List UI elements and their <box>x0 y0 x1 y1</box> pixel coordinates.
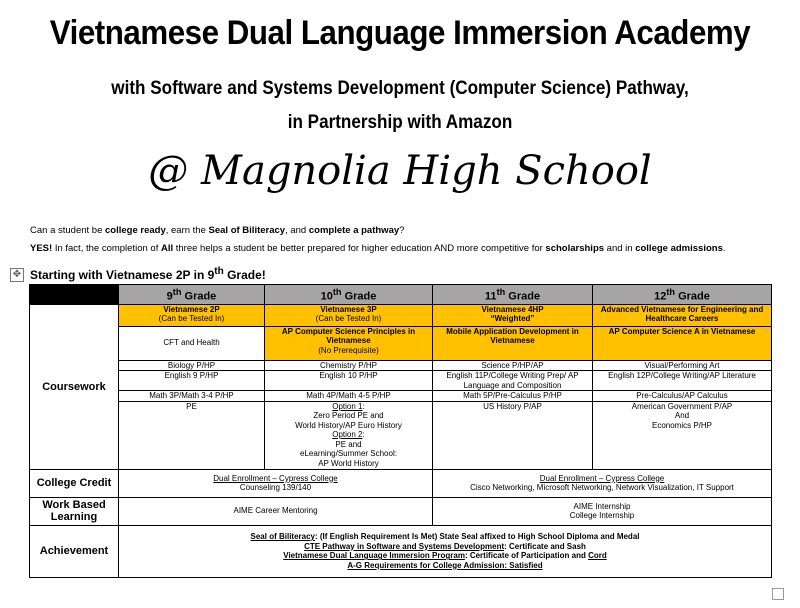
g12-cs-cell: AP Computer Science A in Vietnamese <box>593 326 772 360</box>
achievement-label: Achievement <box>30 525 119 577</box>
science-row <box>30 360 772 371</box>
achievement-row <box>30 525 772 577</box>
g12-english-cell: English 12P/College Writing/AP Literature <box>593 371 772 391</box>
g11-math-cell: Math 5P/Pre-Calculus P/HP <box>433 391 593 402</box>
grade-9-header: 9th Grade <box>119 285 265 305</box>
g10-math-cell: Math 4P/Math 4-5 P/HP <box>265 391 433 402</box>
coursework-label: Coursework <box>30 304 119 469</box>
page-subtitle: with Software and Systems Development (Computer Science) Pathway, <box>111 78 689 99</box>
g12-math-cell: Pre-Calculus/AP Calculus <box>593 391 772 402</box>
g10-language-cell: Vietnamese 3P (Can be Tested In) <box>265 304 433 326</box>
g11-science-cell: Science P/HP/AP <box>433 360 593 371</box>
social-row <box>30 401 772 469</box>
table-resize-handle[interactable] <box>772 588 784 600</box>
achievement-cell: Seal of Biliteracy: (If English Requirement Is Met) State Seal affixed to High School Diploma and Medal CTE Pathway in Software and Systems Development: Certificate and Sash Vietnamese Dual Language Immersion Program: Certificate of Participation and Cord A-G Requirements for College Admission: Satisfied <box>119 525 772 577</box>
work-based-label: Work Based Learning <box>30 497 119 525</box>
credit-right-cell: Dual Enrollment – Cypress College Cisco Networking, Microsoft Networking, Network Visualization, IT Support <box>433 469 772 497</box>
pathway-table <box>29 284 772 578</box>
start-heading: Starting with Vietnamese 2P in 9th Grade! <box>30 266 266 282</box>
intro-answer: YES! In fact, the completion of All three helps a student be better prepared for higher education AND more competitive for scholarships and in college admissions. <box>30 243 726 254</box>
math-row <box>30 391 772 402</box>
work-based-row <box>30 497 772 525</box>
g9-cs-cell: CFT and Health <box>119 326 265 360</box>
g10-english-cell: English 10 P/HP <box>265 371 433 391</box>
g12-science-cell: Visual/Performing Art <box>593 360 772 371</box>
grade-12-header: 12th Grade <box>593 285 772 305</box>
grade-11-header: 11th Grade <box>433 285 593 305</box>
partnership-line: in Partnership with Amazon <box>287 112 513 133</box>
intro-question: Can a student be college ready, earn the Seal of Biliteracy, and complete a pathway? <box>30 225 405 236</box>
g10-science-cell: Chemistry P/HP <box>265 360 433 371</box>
work-right-cell: AIME Internship College Internship <box>433 497 772 525</box>
g11-social-cell: US History P/AP <box>433 401 593 469</box>
g9-science-cell: Biology P/HP <box>119 360 265 371</box>
table-move-handle-icon[interactable]: ✥ <box>10 268 24 282</box>
grade-header-row <box>30 285 772 305</box>
header-corner <box>30 285 119 305</box>
g10-cs-cell: AP Computer Science Principles in Vietnamese (No Prerequisite) <box>265 326 433 360</box>
g11-language-cell: Vietnamese 4HP “Weighted” <box>433 304 593 326</box>
g10-social-cell: Option 1: Zero Period PE and World History/AP Euro History Option 2: PE and eLearning/Summer School: AP World History <box>265 401 433 469</box>
g12-social-cell: American Government P/AP And Economics P/HP <box>593 401 772 469</box>
college-credit-row <box>30 469 772 497</box>
grade-10-header: 10th Grade <box>265 285 433 305</box>
g9-social-cell: PE <box>119 401 265 469</box>
work-left-cell: AIME Career Mentoring <box>119 497 433 525</box>
g9-math-cell: Math 3P/Math 3-4 P/HP <box>119 391 265 402</box>
school-name: @ Magnolia High School <box>148 148 652 194</box>
page-title: Vietnamese Dual Language Immersion Academy <box>49 14 751 52</box>
g11-cs-cell: Mobile Application Development in Vietnamese <box>433 326 593 360</box>
g9-language-cell: Vietnamese 2P (Can be Tested In) <box>119 304 265 326</box>
g9-english-cell: English 9 P/HP <box>119 371 265 391</box>
credit-left-cell: Dual Enrollment – Cypress College Counseling 139/140 <box>119 469 433 497</box>
g11-english-cell: English 11P/College Writing Prep/ AP Language and Composition <box>433 371 593 391</box>
college-credit-label: College Credit <box>30 469 119 497</box>
english-row <box>30 371 772 391</box>
language-row <box>30 304 772 326</box>
cs-row <box>30 326 772 360</box>
g12-language-cell: Advanced Vietnamese for Engineering and Healthcare Careers <box>593 304 772 326</box>
